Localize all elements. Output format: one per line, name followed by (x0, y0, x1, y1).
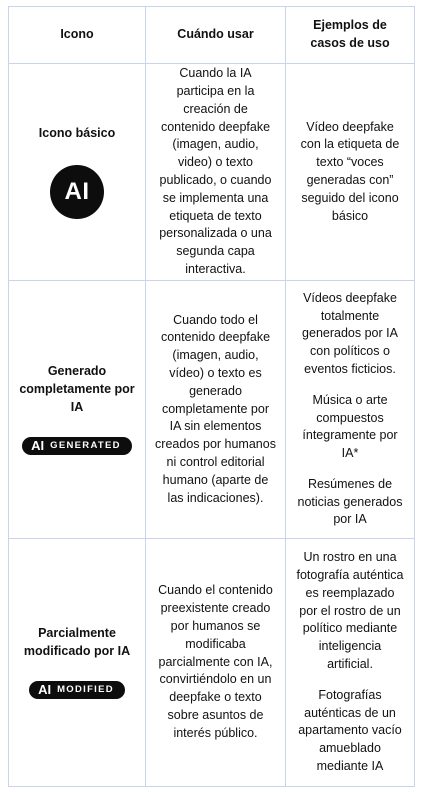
table-row (9, 539, 415, 787)
badge-label: GENERATED (50, 439, 121, 451)
examples-cell (286, 281, 415, 539)
badge-ai-text: AI (38, 681, 52, 697)
badge-label: MODIFIED (57, 683, 114, 695)
badge-ai-text: AI (64, 177, 90, 205)
ai-modified-badge-icon (29, 681, 125, 699)
example-text: Fotografías auténticas de un apartamento vacío amueblado mediante IA (298, 687, 402, 773)
icon-title: Icono básico (38, 126, 116, 141)
when-cell: Cuando el contenido preexistente creado por humanos se modificaba parcialmente con IA, convirtiéndolo en un deepfake o texto sobre asuntos de interés público. (146, 539, 286, 787)
icon-cell (9, 64, 146, 281)
example-text: Vídeo deepfake con la etiqueta de texto “voces generadas con” seguido del icono básico (300, 119, 400, 223)
examples-cell (286, 539, 415, 787)
header-icon: Icono (9, 7, 146, 64)
example-text: Un rostro en una fotografía auténtica es reemplazado por el rostro de un político mediante inteligencia artificial. (296, 550, 404, 671)
icon-title: Generado completamente por IA (19, 364, 135, 414)
example-text: Música o arte compuestos íntegramente por IA* (302, 392, 398, 461)
table-row (9, 64, 415, 281)
when-cell: Cuando la IA participa en la creación de contenido deepfake (imagen, audio, video) o texto publicado, o cuando se implementa una etiqueta de texto personalizada o una segunda capa interactiva. (146, 64, 286, 281)
ai-generated-badge-icon (22, 437, 132, 455)
badge-ai-text: AI (31, 437, 45, 453)
ai-circle-icon (50, 165, 104, 219)
icon-cell (9, 539, 146, 787)
example-text: Resúmenes de noticias generados por IA (297, 476, 403, 527)
icon-title: Parcialmente modificado por IA (23, 626, 131, 659)
ai-label-table (8, 6, 415, 787)
examples-cell (286, 64, 415, 281)
example-text: Vídeos deepfake totalmente generados por IA con políticos o eventos ficticios. (302, 290, 398, 376)
header-examples: Ejemplos de casos de uso (286, 7, 415, 64)
header-when: Cuándo usar (146, 7, 286, 64)
icon-cell (9, 281, 146, 539)
table-row (9, 281, 415, 539)
table-header-row (9, 7, 415, 64)
when-cell: Cuando todo el contenido deepfake (imagen, audio, vídeo) o texto es generado completamente por IA sin elementos creados por humanos ni control editorial humano (aparte de las indicaciones). (146, 281, 286, 539)
